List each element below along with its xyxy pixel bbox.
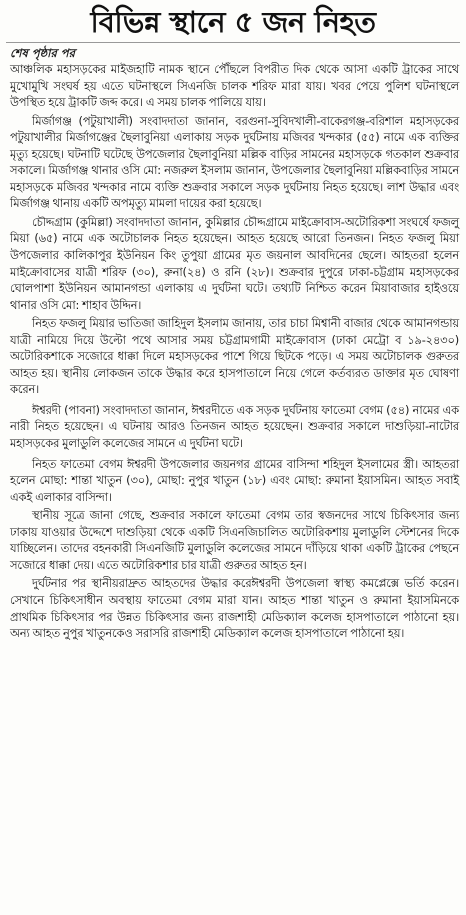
headline: বিভিন্ন স্থানে ৫ জন নিহত: [90, 5, 376, 39]
headline-divider: [6, 42, 460, 43]
paragraph-hospital: দুর্ঘটনার পর স্থানীয়রাদ্রুত আহতদের উদ্ধার করেঈশ্বরদী উপজেলা স্বাস্থ্য কমপ্লেক্সে ভর্তি করেন। সেখানে চিকিৎসাধীন অবস্থায় ফাতেমা বেগম মারা যান। আহত শান্তা খাতুন ও রুমানা ইয়াসমিনকে প্রাথমিক চিকিৎসার পর উন্নত চিকিৎসার জন্য রাজশাহী মেডিক্যাল কলেজ হাসপাতালে পাঠানো হয়। অন্য আহত নুপুর খাতুনকেও সরাসরি রাজশাহী মেডিক্যাল কলেজ হাসপাতালে পাঠানো হয়।: [10, 576, 459, 641]
article-body: [0, 61, 466, 642]
paragraph-victim-details: নিহত ফাতেমা বেগম ঈশ্বরদী উপজেলার জয়নগর গ্রামের বাসিন্দা শহিদুল ইসলামের স্ত্রী। আহতরা হলেন মোছা: শান্তা খাতুন (৩০), মোছা: নুপুর খাতুন (১৮) এবং মোছা: রুমানা ইয়াসমিন। আহত সবাই একই এলাকার বাসিন্দা।: [10, 456, 459, 504]
paragraph-nephew-account: নিহত ফজলু মিয়ার ভাতিজা জাহিদুল ইসলাম জানায়, তার চাচা মিশ্বানী বাজার থেকে আমানগন্ডায় যাত্রী নামিয়ে দিয়ে উল্টো পথে আসার সময় চট্টগ্রামগামী মাইক্রোবাস (ঢাকা মেট্রো ব ১৯-২৪৩০) অটোরিকশাকে সজোরে ধাক্কা দিলে মহাসড়কের পাশে গিয়ে ছিটকে পড়ে। এ সময় অটোচালক গুরুতর আহত হয়। স্থানীয় লোকজন তাকে উদ্ধার করে হাসপাতালে নিয়ে গেলে কর্তব্যরত ডাক্তার মৃত ঘোষণা করেন।: [10, 316, 459, 397]
paragraph-chauddagram: চৌদ্দগ্রাম (কুমিল্লা) সংবাদদাতা জানান, কুমিল্লার চৌদ্দগ্রামে মাইক্রোবাস-অটোরিকশা সংঘর্ষে ফজলু মিয়া (৬৫) নামে এক অটোচালক নিহত হয়েছেন। আহত হয়েছে আরো তিনজন। নিহত ফজলু মিয়া উপজেলার কালিকাপুর ইউনিয়ন কিং তুপুয়া গ্রামের মৃত জয়নাল আবদিনের ছেলে। আহতরা হলেন মাইক্রোবাসের যাত্রী শরিফ (৩০), রুনা(২৪) ও রনি (২৮)। শুক্রবার দুপুরে ঢাকা-চট্টগ্রাম মহাসড়কের ঘোলপাশা ইউনিয়ন আমানগন্ডা এলাকায় এ দুর্ঘটনা ঘটে। তথ্যটি নিশ্চিত করেন মিয়াবাজার হাইওয়ে থানার ওসি মো: শাহাব উদ্দিন।: [10, 214, 459, 312]
paragraph-continuation: আঞ্চলিক মহাসড়কের মাইজহাটি নামক স্থানে পৌঁছলে বিপরীত দিক থেকে আসা একটি ট্রাকের সাথে মুখোমুখি সংঘর্ষ হয় এতে ঘটনাস্থলে সিএনজি চালক শরিফ মারা যায়। খবর পেয়ে পুলিশ ঘটনাস্থলে উপস্থিত হয়ে ট্রাকটি জব্দ করে। এ সময় চালক পালিয়ে যায়।: [10, 62, 459, 110]
continuation-kicker: শেষ পৃষ্ঠার পর: [10, 46, 75, 60]
paragraph-local-sources: স্থানীয় সূত্রে জানা গেছে, শুক্রবার সকালে ফাতেমা বেগম তার স্বজনদের সাথে চিকিৎসার জন্য ঢাকায় যাওয়ার উদ্দেশে দাশুড়িয়া থেকে একটি সিএনজিচালিত অটোরিকশায় মুলাডুলি স্টেশনের দিকে যাচ্ছিলেন। তাদের বহনকারী সিএনজিটি মুলাডুলি কলেজের সামনে দাঁড়িয়ে থাকা একটি ট্রাকের পেছনে সজোরে ধাক্কা দেয়। এতে অটোরিকশার চার যাত্রী গুরুতর আহত হন।: [10, 508, 459, 572]
paragraph-mirzaganj: মির্জাগঞ্জ (পটুয়াখালী) সংবাদদাতা জানান, বরগুনা-সুবিদখালী-বাকেরগঞ্জ-বরিশাল মহাসড়কের পটুয়াখালীর মির্জাগঞ্জের ছৈলাবুনিয়া এলাকায় সড়ক দুর্ঘটনায় মজিবর খন্দকার (৫৫) নামে এক ব্যক্তির মৃত্যু হয়েছে। ঘটনাটি ঘটেছে উপজেলার ছৈলাবুনিয়া মল্লিক বাড়ির সামনের মহাসড়কে গতকাল শুক্রবার সকালে। মির্জাগঞ্জ থানার ওসি মো: নজরুল ইসলাম জানান, উপজেলার ছৈলাবুনিয়া মল্লিকবাড়ির সামনে মহাসড়কে মজিবর খন্দকার নামে ব্যক্তি শুক্রবার সকালে সড়ক দুর্ঘটনায় নিহত হয়েছে। লাশ উদ্ধার এবং মির্জাগঞ্জ থানায় একটি অপমৃত্যু মামলা দায়ের করা হয়েছে।: [10, 113, 459, 211]
paragraph-ishwardi: ঈশ্বরদী (পাবনা) সংবাদদাতা জানান, ঈশ্বরদীতে এক সড়ক দুর্ঘটনায় ফাতেমা বেগম (৫৪) নামের এক নারী নিহত হয়েছেন। এ ঘটনায় আরও তিনজন আহত হয়েছেন। শুক্রবার সকালে দাশুড়িয়া-নাটোর মহাসড়কের মুলাডুলি কলেজের সামনে এ দুর্ঘটনা ঘটে।: [10, 402, 459, 451]
